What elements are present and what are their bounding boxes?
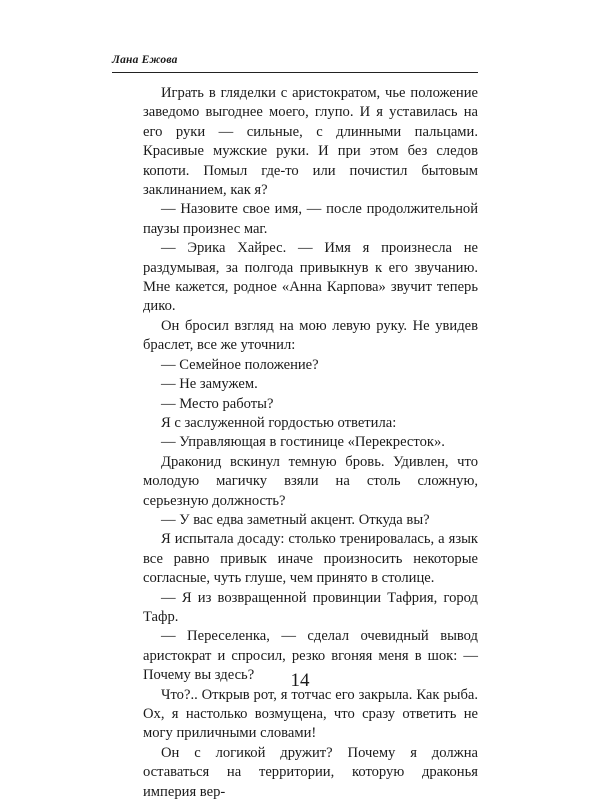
paragraph: Что?.. Открыв рот, я тотчас его закрыла. Как рыба. Ох, я настолько возмущена, что сразу ответить не могу приличными словами! (143, 686, 478, 742)
running-header (112, 50, 478, 73)
paragraph: — Управляющая в гостинице «Перекресток». (161, 434, 445, 451)
page-number: 14 (290, 670, 310, 691)
paragraph: — У вас едва заметный акцент. Откуда вы? (161, 511, 430, 528)
paragraph: — Я из возвращенной провинции Тафрия, город Тафр. (143, 589, 478, 625)
paragraph: — Место работы? (161, 395, 274, 412)
paragraph: Он с логикой дружит? Почему я должна оставаться на территории, которую драконья империя вер- (143, 744, 478, 800)
paragraph: — Назовите свое имя, — после продолжительной паузы произнес маг. (143, 201, 478, 237)
paragraph: — Эрика Хайрес. — Имя я произнесла не раздумывая, за полгода привыкнув к его звучанию. Мне кажется, родное «Анна Карпова» звучит теперь дико. (143, 240, 478, 315)
paragraph: — Не замужем. (161, 376, 258, 393)
paragraph: — Семейное положение? (161, 356, 319, 373)
paragraph: — Переселенка, — сделал очевидный вывод аристократ и спросил, резко вгоняя меня в шок: — Почему вы здесь? (143, 628, 478, 684)
paragraph: Он бросил взгляд на мою левую руку. Не увидев браслет, все же уточнил: (143, 317, 478, 354)
header-author: Лана Ежова (112, 54, 178, 66)
paragraph: Драконид вскинул темную бровь. Удивлен, что молодую магичку взяли на столь сложную, серьезную должность? (143, 453, 478, 509)
body-text (143, 84, 478, 802)
paragraph: Я испытала досаду: столько тренировалась, а язык все равно привык иначе произносить некоторые согласные, чуть глуше, чем принято в столице. (143, 531, 478, 587)
paragraph: Я с заслуженной гордостью ответила: (161, 414, 397, 431)
paragraph: Играть в гляделки с аристократом, чье положение заведомо выгоднее моего, глупо. И я уставилась на его руки — сильные, с длинными пальцами. Красивые мужские руки. И при этом без следов копоти. Помыл где-то или почистил бытовым заклинанием, как я? (143, 85, 478, 199)
